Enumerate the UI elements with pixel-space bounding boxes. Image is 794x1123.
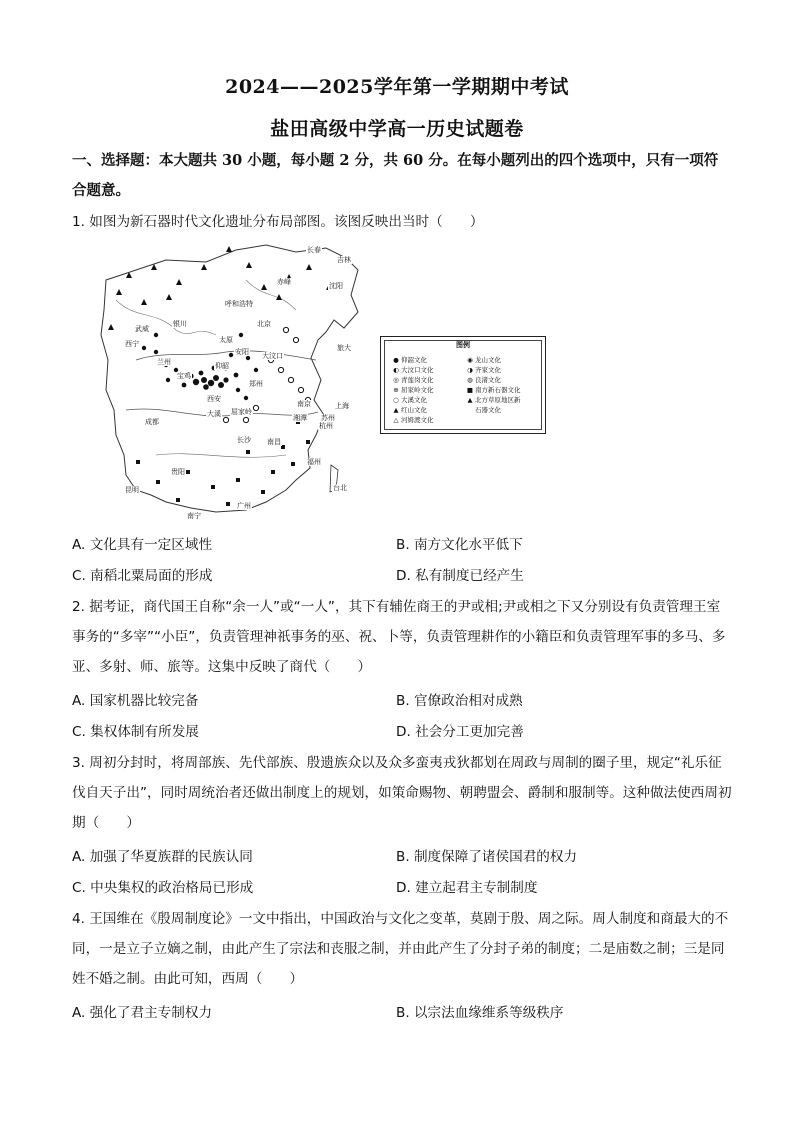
- map-label: 南京: [297, 400, 311, 408]
- map-label: 郑州: [249, 380, 263, 388]
- legend-symbol: ▲: [393, 406, 399, 414]
- legend-column-left: [391, 355, 434, 425]
- map-label: 福州: [307, 458, 321, 466]
- map-label: 仰韶: [215, 362, 229, 370]
- question-1-option-d[interactable]: D. 私有制度已经产生: [396, 568, 524, 584]
- legend-column-right: [465, 355, 521, 415]
- question-2-option-d[interactable]: D. 社会分工更加完善: [396, 724, 524, 740]
- map-label: 西安: [207, 395, 221, 403]
- question-1-option-c[interactable]: C. 南稻北粟局面的形成: [72, 568, 213, 584]
- question-3-option-c[interactable]: C. 中央集权的政治格局已形成: [72, 880, 254, 896]
- question-1-option-b[interactable]: B. 南方文化水平低下: [396, 537, 523, 553]
- question-4-option-a[interactable]: A. 强化了君主专制权力: [72, 1005, 213, 1021]
- question-2-option-b[interactable]: B. 官僚政治相对成熟: [396, 693, 523, 709]
- map-label: 银川: [173, 320, 187, 328]
- question-2-option-c[interactable]: C. 集权体制有所发展: [72, 724, 199, 740]
- question-3-option-a[interactable]: A. 加强了华夏族群的民族认同: [72, 849, 253, 865]
- exam-title-line2: 盐田高级中学高一历史试题卷: [270, 118, 524, 140]
- legend-symbol: ◑: [467, 366, 473, 374]
- legend-item: ▲ 北方草原地区新: [465, 395, 521, 405]
- map-label: 南昌: [267, 438, 281, 446]
- map-label: 苏州: [321, 414, 335, 422]
- legend-item: ◐ 大汶口文化: [391, 365, 434, 375]
- legend-item: ◑ 齐家文化: [465, 365, 521, 375]
- map-label: 成都: [145, 418, 159, 426]
- map-label: 北京: [257, 320, 271, 328]
- map-label: 长沙: [237, 436, 251, 444]
- legend-symbol: ■: [466, 386, 474, 394]
- question-4-option-b[interactable]: B. 以宗法血缘维系等级秩序: [396, 1005, 564, 1021]
- map-label: 昆明: [125, 486, 139, 494]
- question-3-stem: 3. 周初分封时，将周部族、先代部族、殷遗族众以及众多蛮夷戎狄都划在周政与周制的圈子里，规定“礼乐征伐自天子出”，同时周统治者还做出制度上的规划，如策命赐物、朝聘盟会、爵制和服制等。这种做法使西周初期（ ）: [72, 755, 732, 831]
- legend-item: ◎ 青莲岗文化: [391, 375, 434, 385]
- legend-item: ● 仰韶文化: [391, 355, 434, 365]
- map-label: 武威: [135, 325, 149, 333]
- legend-symbol: ⊕: [393, 386, 399, 394]
- question-2-stem: 2. 据考证，商代国王自称“余一人”或“一人”，其下有辅佐商王的尹或相;尹或相之下又分别设有负责管理王室事务的“多宰”“小臣”，负责管理神祇事务的巫、祝、卜等，负责管理耕作的小籍臣和负责管理军事的多马、多亚、多射、师、旅等。这集中反映了商代（ ）: [72, 599, 726, 675]
- legend-item: ◍ 良渚文化: [465, 375, 521, 385]
- legend-symbol: ▲: [467, 396, 473, 404]
- legend-item: ○ 大溪文化: [391, 395, 434, 405]
- yangshao-dots: [142, 333, 258, 400]
- map-label: 杭州: [319, 422, 333, 430]
- question-3-option-d[interactable]: D. 建立起君主专制制度: [396, 880, 538, 896]
- exam-title-line1: 2024——2025学年第一学期期中考试: [225, 76, 569, 98]
- map-label: 安阳: [235, 348, 249, 356]
- map-label: 广州: [237, 502, 251, 510]
- map-label: 吉林: [337, 256, 351, 264]
- question-1-option-a[interactable]: A. 文化具有一定区域性: [72, 537, 213, 553]
- map-label: 南宁: [187, 512, 201, 520]
- map-label: 西宁: [125, 340, 139, 348]
- map-label: 兰州: [157, 358, 171, 366]
- map-label: 湘潭: [293, 414, 307, 422]
- map-label: 大溪: [207, 410, 221, 418]
- map-label: 旅大: [337, 344, 351, 352]
- legend-symbol: ◎: [393, 376, 399, 384]
- map-label: 台北: [333, 484, 347, 492]
- legend-symbol: ◐: [393, 366, 399, 374]
- question-2-option-a[interactable]: A. 国家机器比较完备: [72, 693, 199, 709]
- legend-symbol: ○: [393, 396, 399, 404]
- southern-squares: [136, 420, 310, 506]
- legend-item: ⊕ 屈家岭文化: [391, 385, 434, 395]
- map-label: 太原: [219, 336, 233, 344]
- river-line-1: [116, 300, 216, 335]
- map-label: 上海: [335, 402, 349, 410]
- hongshan-triangles: [108, 246, 332, 330]
- map-label: 赤峰: [277, 278, 291, 286]
- legend-symbol: ◍: [467, 376, 473, 384]
- legend-item: ■ 南方新石器文化: [466, 386, 521, 394]
- pearl-river: [156, 454, 286, 458]
- map-label: 呼和浩特: [225, 300, 253, 308]
- map-label: 屈家岭: [231, 408, 252, 416]
- map-label: 宝鸡: [177, 372, 191, 380]
- legend-symbol: ◉: [467, 356, 473, 364]
- legend-item: ▲ 红山文化: [391, 405, 434, 415]
- question-4-stem: 4. 王国维在《殷周制度论》一文中指出，中国政治与文化之变革，莫剧于殷、周之际。周人制度和商最大的不同，一是立子立嫡之制，由此产生了宗法和丧服之制，并由此产生了分封子弟的制度；二是庙数之制；三是同姓不婚之制。由此可知，西周（ ）: [72, 911, 729, 987]
- question-3-option-b[interactable]: B. 制度保障了诸侯国君的权力: [396, 849, 578, 865]
- legend-item: ◉ 龙山文化: [465, 355, 521, 365]
- legend-item: 石器文化: [475, 406, 501, 414]
- map-label: 沈阳: [329, 282, 343, 290]
- yangtze-river: [126, 409, 318, 416]
- legend-symbol: ●: [393, 356, 399, 364]
- map-label: 大汶口: [262, 352, 283, 360]
- section-heading: 一、选择题：本大题共 30 小题，每小题 2 分，共 60 分。在每小题列出的四个选项中，只有一项符合题意。: [72, 152, 719, 199]
- map-legend: [380, 336, 546, 434]
- legend-item: △ 河姆渡文化: [391, 415, 434, 425]
- question-1-stem: 1. 如图为新石器时代文化遗址分布局部图。该图反映出当时（ ）: [72, 214, 484, 230]
- legend-title: 图例: [456, 341, 470, 349]
- legend-symbol: △: [393, 416, 399, 424]
- neolithic-site-map: [96, 240, 370, 525]
- map-outline: [101, 245, 358, 512]
- map-label: 长春: [307, 246, 321, 254]
- map-label: 贵阳: [171, 468, 185, 476]
